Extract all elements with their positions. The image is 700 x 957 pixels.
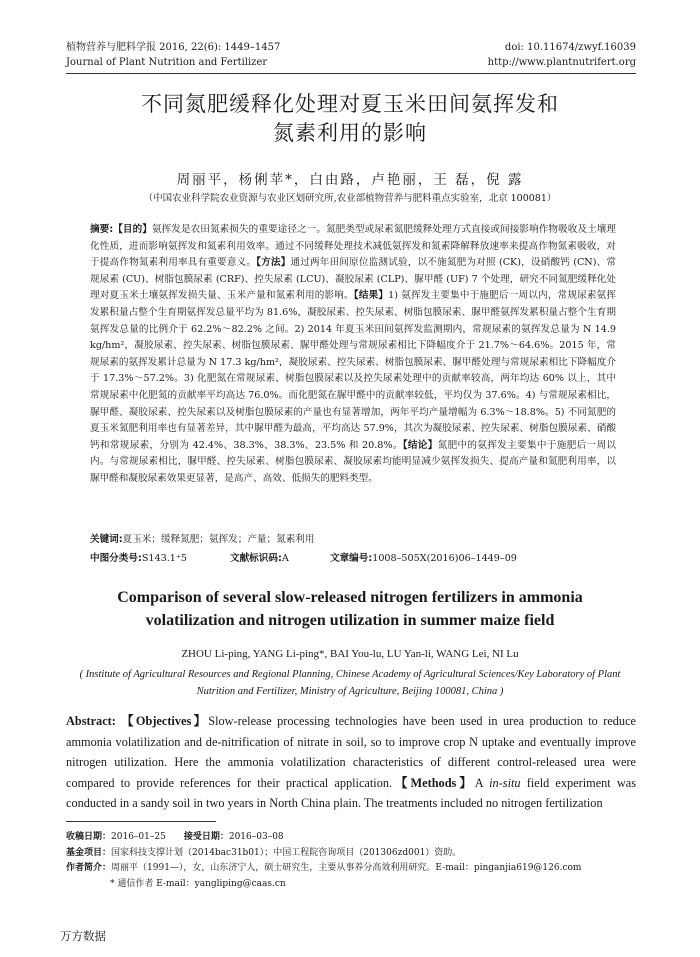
accepted-date: 2016–03–08: [228, 832, 284, 842]
chinese-title-line1: 不同氮肥缓释化处理对夏玉米田间氨挥发和: [141, 92, 559, 116]
wanfang-watermark: 万方数据: [60, 929, 106, 943]
english-affiliation: [76, 666, 624, 700]
journal-en-name: Journal of Plant Nutrition and Fertilizer: [66, 57, 268, 68]
journal-header-right: [488, 40, 636, 70]
english-title: [70, 586, 630, 632]
dates-line: [66, 830, 636, 846]
bio-line: [66, 861, 636, 877]
methods-en-post: field experiment was conducted in a sandy soil in two years in North China plain. The treatments included no nitrogen fertilization: [66, 775, 637, 811]
english-authors: ZHOU Li-ping, YANG Li-ping*, BAI You-lu, LU Yan-li, WANG Lei, NI Lu: [181, 648, 519, 660]
funding-label: 基金项目：: [66, 847, 112, 858]
journal-cn-citation: 植物营养与肥料学报 2016, 22(6): 1449–1457: [66, 42, 281, 53]
doc-code-label: 文献标识码:: [230, 553, 282, 564]
received-label: 收稿日期：: [66, 832, 112, 842]
methods-text: 通过两年田间原位监测试验，以不施氮肥为对照 (CK)，设硝酸钙 (CN)、常规尿素 (CU)、树脂包膜尿素 (CRF)、控失尿素 (LCU)、凝胶尿素 (CLP)、脲甲醛 (UF) 7 个处理，研究不同氮肥缓释化处理对夏玉米土壤氨挥发损失量、玉米产量和氮素利用的影响。: [90, 257, 616, 302]
keywords-text: 夏玉米；缓释氮肥；氨挥发；产量；氮素利用: [122, 534, 315, 545]
abstract-en-label: Abstract:: [66, 714, 116, 728]
english-abstract: [66, 711, 636, 814]
bio-text: 周丽平（1991—），女，山东济宁人，硕士研究生，主要从事养分高效利用研究。E-mail：pinganjia619@126.com: [111, 863, 582, 873]
header-divider: [66, 73, 636, 74]
objectives-en-label: 【Objectives】: [121, 714, 209, 728]
received-date: 2016–01–25: [111, 832, 166, 842]
clc-value: S143.1⁺5: [141, 553, 188, 564]
chinese-abstract: [90, 222, 616, 488]
journal-url[interactable]: http://www.plantnutrifert.org: [487, 57, 636, 68]
doi-text: doi: 10.11674/zwyf.16039: [504, 42, 636, 53]
results-label: 【结果】: [353, 290, 389, 302]
bio-label: 作者简介：: [66, 863, 112, 873]
english-title-line1: Comparison of several slow-released nitrogen fertilizers in ammonia: [117, 589, 583, 606]
article-no-value: 1008–505X(2016)06–1449–09: [372, 553, 517, 564]
chinese-keywords: [90, 532, 616, 548]
conclusions-label: 【结论】: [402, 439, 438, 451]
chinese-authors: 周丽平，杨俐苹*，白由路，卢艳丽，王 磊，倪 露: [176, 172, 524, 188]
methods-en-label: 【Methods】: [392, 775, 475, 790]
corresponding-author: * 通信作者 E-mail：yangliping@caas.cn: [110, 878, 286, 889]
methods-en-italic: in-situ: [489, 775, 521, 790]
doc-code-value: A: [281, 553, 289, 564]
funding-line: [66, 846, 636, 862]
methods-label: 【方法】: [256, 257, 291, 269]
chinese-title-line2: 氮素利用的影响: [273, 121, 427, 145]
clc-label: 中图分类号:: [90, 553, 142, 564]
chinese-affiliation: （中国农业科学院农业资源与农业区划研究所,农业部植物营养与肥料重点实验室，北京 100081）: [143, 193, 557, 204]
english-affiliation-line1: ( Institute of Agricultural Resources and Regional Planning, Chinese Academy of Agricultural Sciences/Key Laboratory of Plant: [79, 669, 621, 680]
english-affiliation-line2: Nutrition and Fertilizer, Ministry of Agriculture, Beijing 100081, China ): [196, 686, 504, 697]
footnotes: [66, 830, 636, 892]
article-no-label: 文章编号:: [330, 553, 373, 564]
objectives-en-text: Slow-release processing technologies have been used in urea production to reduce ammonia volatilization and de-nitrification of nitrate in soil, so to improve crop N uptake and eventually improve nitrogen utilization. Here the ammonia volatilization characteristics of different control-released urea were compared to provide references for their practical application.: [66, 714, 636, 790]
funding-text: 国家科技支撑计划（2014bac31b01）；中国工程院咨询项目（201306zd001）资助。: [111, 847, 462, 858]
classification-line: [90, 551, 616, 567]
objective-text: 氨挥发是农田氮素损失的重要途径之一。氮肥类型或尿素氮肥缓释处理方式直接或间接影响作物吸收及土壤理化性质，进而影响氨挥发和氮素利用效率。通过不同缓释处理技术减低氨挥发和氮素降解释放速率来提高作物氮素吸收，对于提高作物氮素利用率具有重要意义。: [90, 224, 617, 269]
conclusions-text: 氮肥中的氨挥发主要集中于施肥后一周以内。与常规尿素相比，脲甲醛、控失尿素、树脂包膜尿素、凝胶尿素均能明显减少氨挥发损失、提高产量和氮肥利用率，以脲甲醛和凝胶尿素效果更显著，是高产、高效、低损失的肥料类型。: [90, 439, 616, 484]
chinese-title: [60, 90, 640, 148]
journal-header-left: [66, 40, 280, 70]
results-text: 1) 氨挥发主要集中于施肥后一周以内，常规尿素氨挥发累积量占整个生育期氨挥发总量平均为 81.6%，凝胶尿素、控失尿素、树脂包膜尿素、脲甲醛氨挥发累积量占整个生育期氨挥发总量的比例介于 62.2%～82.2% 之间。2) 2014 年夏玉米田间氨挥发监测期内，常规尿素的氨挥发总量为 N 14.9 kg/hm²，凝胶尿素、控失尿素、树脂包膜尿素、脲甲醛处理与常规尿素相比下降幅度介于 21.7%～64.6%。2015 年，常规尿素的氨挥发累计总量为 N 17.3 kg/hm²，凝胶尿素、控失尿素、树脂包膜尿素、脲甲醛处理与常规尿素相比下降幅度介于 17.3%～57.2%。3) 化肥氮在常规尿素、树脂包膜尿素以及控失尿素处理中的贡献率较高，两年均达 60% 以上，其中常规尿素中化肥氮的贡献率平均高达 76.0%。而化肥氮在脲甲醛中的贡献率较低，平均仅为 37.6%。4) 与常规尿素相比，脲甲醛、凝胶尿素、控失尿素以及树脂包膜尿素的产量也有显著增加，两年平均产量增幅为 6.3%～18.8%。5) 不同氮肥的夏玉米氮肥利用率也有显著差异，其中脲甲醛为最高，平均高达 57.9%，其次为凝胶尿素、控失尿素、树脂包膜尿素、硝酸钙和常规尿素，分别为 42.4%、38.3%、38.3%、23.5% 和 20.8%。: [90, 290, 617, 451]
accepted-label: 接受日期：: [183, 832, 229, 842]
methods-en-pre: A: [474, 775, 490, 790]
footnote-divider: [66, 821, 216, 822]
abstract-cn-label: 摘要:: [90, 224, 114, 235]
keywords-label: 关键词:: [90, 534, 123, 545]
objective-label: 【目的】: [113, 224, 152, 235]
english-title-line2: volatilization and nitrogen utilization in summer maize field: [145, 612, 555, 629]
